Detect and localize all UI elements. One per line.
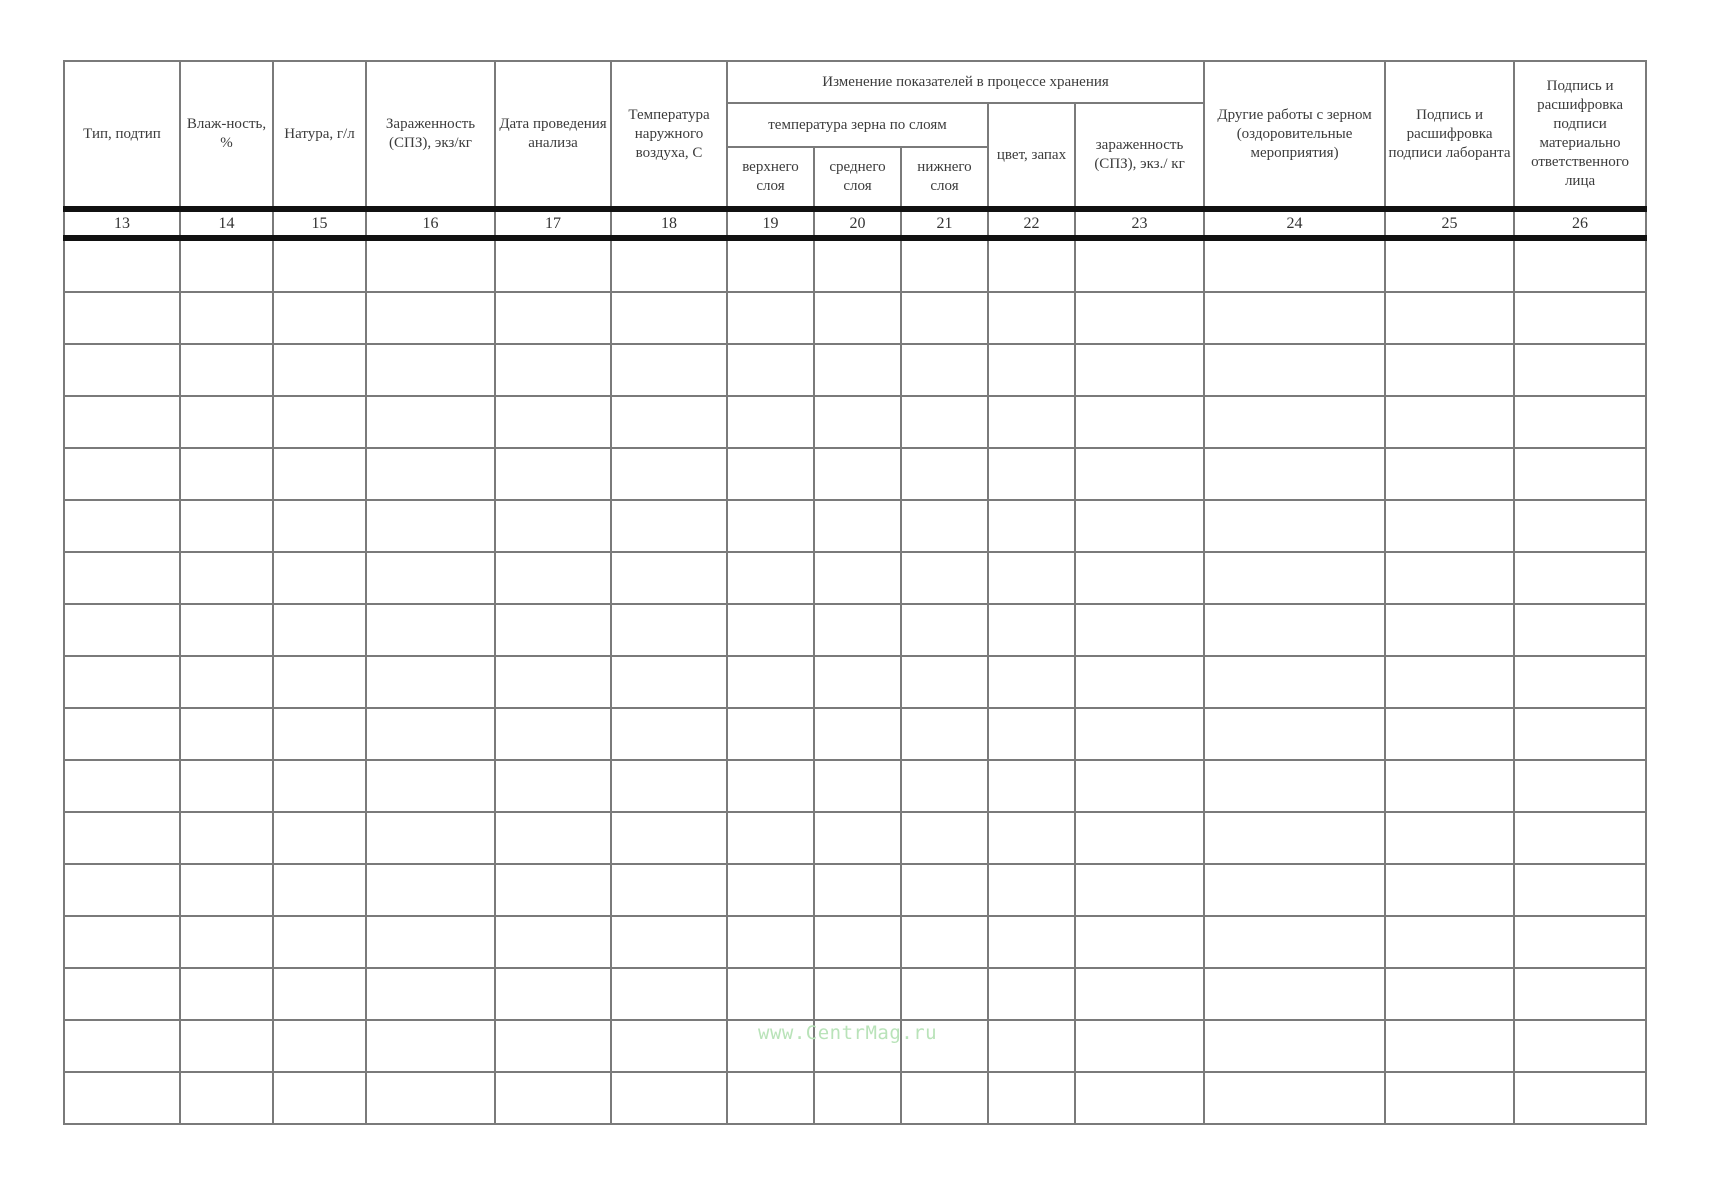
table-cell[interactable] bbox=[727, 292, 814, 344]
column-number: 14 bbox=[180, 209, 273, 238]
table-cell[interactable] bbox=[180, 448, 273, 500]
header-other-works: Другие работы с зерном (оздоровительные мероприятия) bbox=[1204, 61, 1385, 209]
table-cell[interactable] bbox=[495, 1020, 611, 1072]
column-number: 20 bbox=[814, 209, 901, 238]
table-cell[interactable] bbox=[64, 396, 180, 448]
table-cell[interactable] bbox=[988, 396, 1075, 448]
table-cell[interactable] bbox=[273, 344, 366, 396]
table-cell[interactable] bbox=[988, 1072, 1075, 1124]
table-cell[interactable] bbox=[901, 344, 988, 396]
table-cell[interactable] bbox=[611, 656, 727, 708]
table-cell[interactable] bbox=[814, 500, 901, 552]
column-number: 17 bbox=[495, 209, 611, 238]
table-cell[interactable] bbox=[180, 864, 273, 916]
table-cell[interactable] bbox=[1385, 396, 1514, 448]
table-cell[interactable] bbox=[180, 656, 273, 708]
table-cell[interactable] bbox=[901, 238, 988, 292]
table-cell[interactable] bbox=[1204, 708, 1385, 760]
column-number: 23 bbox=[1075, 209, 1204, 238]
table-cell[interactable] bbox=[495, 344, 611, 396]
table-cell[interactable] bbox=[1075, 812, 1204, 864]
table-cell[interactable] bbox=[1075, 604, 1204, 656]
table-cell[interactable] bbox=[366, 448, 495, 500]
table-cell[interactable] bbox=[1514, 604, 1646, 656]
table-cell[interactable] bbox=[366, 500, 495, 552]
table-row bbox=[64, 656, 1646, 708]
table-cell[interactable] bbox=[495, 292, 611, 344]
grain-storage-journal-table bbox=[63, 60, 1647, 1125]
table-cell[interactable] bbox=[366, 656, 495, 708]
table-cell[interactable] bbox=[611, 448, 727, 500]
table-cell[interactable] bbox=[273, 968, 366, 1020]
table-cell[interactable] bbox=[814, 552, 901, 604]
table-cell[interactable] bbox=[611, 344, 727, 396]
table-cell[interactable] bbox=[366, 344, 495, 396]
table-cell[interactable] bbox=[64, 968, 180, 1020]
table-cell[interactable] bbox=[988, 812, 1075, 864]
table-cell[interactable] bbox=[495, 396, 611, 448]
table-row bbox=[64, 968, 1646, 1020]
table-cell[interactable] bbox=[180, 1072, 273, 1124]
table-cell[interactable] bbox=[366, 292, 495, 344]
table-cell[interactable] bbox=[988, 1020, 1075, 1072]
table-cell[interactable] bbox=[1514, 344, 1646, 396]
table-cell[interactable] bbox=[727, 500, 814, 552]
table-cell[interactable] bbox=[988, 708, 1075, 760]
header-outdoor-temperature: Температура наружного воздуха, С bbox=[611, 61, 727, 209]
table-cell[interactable] bbox=[901, 968, 988, 1020]
table-row bbox=[64, 448, 1646, 500]
table-cell[interactable] bbox=[1514, 656, 1646, 708]
table-cell[interactable] bbox=[727, 238, 814, 292]
table-cell[interactable] bbox=[1204, 238, 1385, 292]
table-cell[interactable] bbox=[366, 968, 495, 1020]
table-cell[interactable] bbox=[495, 604, 611, 656]
table-cell[interactable] bbox=[1075, 864, 1204, 916]
table-row bbox=[64, 292, 1646, 344]
table-cell[interactable] bbox=[727, 864, 814, 916]
table-cell[interactable] bbox=[814, 656, 901, 708]
table-cell[interactable] bbox=[1075, 656, 1204, 708]
table-cell[interactable] bbox=[495, 760, 611, 812]
table-cell[interactable] bbox=[1514, 292, 1646, 344]
table-cell[interactable] bbox=[988, 344, 1075, 396]
table-cell[interactable] bbox=[814, 344, 901, 396]
table-cell[interactable] bbox=[988, 968, 1075, 1020]
table-cell[interactable] bbox=[1514, 238, 1646, 292]
table-row bbox=[64, 1072, 1646, 1124]
table-cell[interactable] bbox=[611, 1020, 727, 1072]
table-cell[interactable] bbox=[611, 708, 727, 760]
table-cell[interactable] bbox=[901, 656, 988, 708]
table-cell[interactable] bbox=[1385, 448, 1514, 500]
table-cell[interactable] bbox=[988, 916, 1075, 968]
column-number: 19 bbox=[727, 209, 814, 238]
header-storage-infestation: зараженность (СПЗ), экз./ кг bbox=[1075, 103, 1204, 209]
table-cell[interactable] bbox=[901, 708, 988, 760]
table-cell[interactable] bbox=[611, 500, 727, 552]
table-cell[interactable] bbox=[1075, 968, 1204, 1020]
table-cell[interactable] bbox=[814, 968, 901, 1020]
table-cell[interactable] bbox=[727, 916, 814, 968]
table-cell[interactable] bbox=[1385, 1020, 1514, 1072]
table-cell[interactable] bbox=[180, 292, 273, 344]
table-cell[interactable] bbox=[1514, 708, 1646, 760]
table-cell[interactable] bbox=[814, 708, 901, 760]
table-cell[interactable] bbox=[901, 292, 988, 344]
table-cell[interactable] bbox=[366, 708, 495, 760]
table-cell[interactable] bbox=[1514, 864, 1646, 916]
table-cell[interactable] bbox=[1385, 604, 1514, 656]
table-cell[interactable] bbox=[1514, 760, 1646, 812]
table-cell[interactable] bbox=[727, 448, 814, 500]
table-cell[interactable] bbox=[64, 708, 180, 760]
table-cell[interactable] bbox=[988, 500, 1075, 552]
header-grain-temperature-subgroup: температура зерна по слоям bbox=[727, 103, 988, 147]
table-cell[interactable] bbox=[366, 552, 495, 604]
table-cell[interactable] bbox=[1075, 1072, 1204, 1124]
table-cell[interactable] bbox=[273, 916, 366, 968]
table-cell[interactable] bbox=[611, 1072, 727, 1124]
column-number: 18 bbox=[611, 209, 727, 238]
table-cell[interactable] bbox=[1514, 916, 1646, 968]
table-cell[interactable] bbox=[901, 448, 988, 500]
table-cell[interactable] bbox=[1385, 656, 1514, 708]
column-number: 25 bbox=[1385, 209, 1514, 238]
table-cell[interactable] bbox=[901, 916, 988, 968]
header-storage-changes-group: Изменение показателей в процессе хранения bbox=[727, 61, 1204, 103]
table-cell[interactable] bbox=[1204, 448, 1385, 500]
table-cell[interactable] bbox=[180, 708, 273, 760]
table-cell[interactable] bbox=[1385, 864, 1514, 916]
table-cell[interactable] bbox=[1204, 656, 1385, 708]
table-cell[interactable] bbox=[988, 864, 1075, 916]
table-row bbox=[64, 238, 1646, 292]
table-cell[interactable] bbox=[814, 448, 901, 500]
table-cell[interactable] bbox=[273, 864, 366, 916]
table-cell[interactable] bbox=[1514, 812, 1646, 864]
table-cell[interactable] bbox=[180, 916, 273, 968]
table-cell[interactable] bbox=[727, 1072, 814, 1124]
table-cell[interactable] bbox=[611, 552, 727, 604]
table-row bbox=[64, 916, 1646, 968]
table-cell[interactable] bbox=[611, 396, 727, 448]
table-cell[interactable] bbox=[1204, 1072, 1385, 1124]
table-cell[interactable] bbox=[1204, 292, 1385, 344]
table-cell[interactable] bbox=[64, 552, 180, 604]
table-cell[interactable] bbox=[1075, 292, 1204, 344]
table-cell[interactable] bbox=[366, 1072, 495, 1124]
table-cell[interactable] bbox=[988, 656, 1075, 708]
table-cell[interactable] bbox=[988, 292, 1075, 344]
table-row bbox=[64, 864, 1646, 916]
table-cell[interactable] bbox=[273, 708, 366, 760]
table-cell[interactable] bbox=[180, 968, 273, 1020]
table-cell[interactable] bbox=[180, 760, 273, 812]
table-cell[interactable] bbox=[180, 604, 273, 656]
table-cell[interactable] bbox=[495, 1072, 611, 1124]
table-cell[interactable] bbox=[1075, 760, 1204, 812]
table-cell[interactable] bbox=[1075, 448, 1204, 500]
table-cell[interactable] bbox=[64, 812, 180, 864]
table-cell[interactable] bbox=[1385, 708, 1514, 760]
column-number: 16 bbox=[366, 209, 495, 238]
table-cell[interactable] bbox=[180, 552, 273, 604]
table-cell[interactable] bbox=[814, 1072, 901, 1124]
table-cell[interactable] bbox=[273, 604, 366, 656]
table-row bbox=[64, 344, 1646, 396]
header-responsible-signature: Подпись и расшифровка подписи материально ответственного лица bbox=[1514, 61, 1646, 209]
table-cell[interactable] bbox=[1385, 760, 1514, 812]
table-cell[interactable] bbox=[814, 760, 901, 812]
table-cell[interactable] bbox=[64, 500, 180, 552]
table-cell[interactable] bbox=[1075, 344, 1204, 396]
table-cell[interactable] bbox=[611, 604, 727, 656]
table-cell[interactable] bbox=[611, 760, 727, 812]
table-cell[interactable] bbox=[988, 552, 1075, 604]
table-cell[interactable] bbox=[495, 708, 611, 760]
table-row bbox=[64, 604, 1646, 656]
table-cell[interactable] bbox=[180, 238, 273, 292]
table-cell[interactable] bbox=[901, 864, 988, 916]
table-cell[interactable] bbox=[273, 396, 366, 448]
table-cell[interactable] bbox=[366, 864, 495, 916]
table-cell[interactable] bbox=[495, 500, 611, 552]
table-cell[interactable] bbox=[495, 238, 611, 292]
table-cell[interactable] bbox=[1204, 760, 1385, 812]
header-analysis-date: Дата проведения анализа bbox=[495, 61, 611, 209]
table-cell[interactable] bbox=[814, 396, 901, 448]
table-cell[interactable] bbox=[1385, 552, 1514, 604]
table-cell[interactable] bbox=[727, 708, 814, 760]
table-cell[interactable] bbox=[64, 604, 180, 656]
column-number-row bbox=[64, 209, 1646, 238]
table-cell[interactable] bbox=[611, 864, 727, 916]
column-number: 13 bbox=[64, 209, 180, 238]
table-cell[interactable] bbox=[611, 292, 727, 344]
table-cell[interactable] bbox=[273, 1072, 366, 1124]
table-cell[interactable] bbox=[1204, 1020, 1385, 1072]
table-cell[interactable] bbox=[180, 500, 273, 552]
table-cell[interactable] bbox=[1514, 448, 1646, 500]
column-number: 24 bbox=[1204, 209, 1385, 238]
table-cell[interactable] bbox=[1075, 708, 1204, 760]
table-cell[interactable] bbox=[611, 916, 727, 968]
table-cell[interactable] bbox=[814, 864, 901, 916]
table-cell[interactable] bbox=[366, 812, 495, 864]
header-moisture: Влаж-ность, % bbox=[180, 61, 273, 209]
table-cell[interactable] bbox=[814, 292, 901, 344]
table-cell[interactable] bbox=[1385, 916, 1514, 968]
table-row bbox=[64, 760, 1646, 812]
table-cell[interactable] bbox=[901, 396, 988, 448]
column-number: 21 bbox=[901, 209, 988, 238]
table-cell[interactable] bbox=[1075, 500, 1204, 552]
table-cell[interactable] bbox=[1204, 344, 1385, 396]
table-cell[interactable] bbox=[64, 238, 180, 292]
table-cell[interactable] bbox=[988, 604, 1075, 656]
table-cell[interactable] bbox=[366, 604, 495, 656]
table-cell[interactable] bbox=[1385, 1072, 1514, 1124]
table-cell[interactable] bbox=[727, 812, 814, 864]
table-cell[interactable] bbox=[1385, 238, 1514, 292]
column-number: 15 bbox=[273, 209, 366, 238]
table-cell[interactable] bbox=[64, 656, 180, 708]
table-cell[interactable] bbox=[1385, 344, 1514, 396]
table-cell[interactable] bbox=[901, 604, 988, 656]
table-cell[interactable] bbox=[273, 1020, 366, 1072]
table-cell[interactable] bbox=[988, 238, 1075, 292]
table-cell[interactable] bbox=[727, 344, 814, 396]
table-cell[interactable] bbox=[366, 760, 495, 812]
table-cell[interactable] bbox=[180, 396, 273, 448]
table-cell[interactable] bbox=[495, 864, 611, 916]
table-cell[interactable] bbox=[64, 1020, 180, 1072]
table-cell[interactable] bbox=[988, 448, 1075, 500]
table-cell[interactable] bbox=[1075, 238, 1204, 292]
table-cell[interactable] bbox=[273, 448, 366, 500]
table-cell[interactable] bbox=[727, 656, 814, 708]
table-cell[interactable] bbox=[1204, 864, 1385, 916]
table-row bbox=[64, 552, 1646, 604]
table-cell[interactable] bbox=[901, 760, 988, 812]
table-cell[interactable] bbox=[727, 396, 814, 448]
table-cell[interactable] bbox=[495, 656, 611, 708]
table-cell[interactable] bbox=[180, 344, 273, 396]
table-cell[interactable] bbox=[727, 552, 814, 604]
table-cell[interactable] bbox=[1204, 812, 1385, 864]
column-number: 22 bbox=[988, 209, 1075, 238]
table-cell[interactable] bbox=[273, 812, 366, 864]
table-cell[interactable] bbox=[901, 552, 988, 604]
table-cell[interactable] bbox=[814, 604, 901, 656]
table-cell[interactable] bbox=[495, 812, 611, 864]
table-cell[interactable] bbox=[366, 916, 495, 968]
table-cell[interactable] bbox=[1514, 500, 1646, 552]
table-cell[interactable] bbox=[901, 500, 988, 552]
table-header bbox=[64, 61, 1646, 209]
header-color-smell: цвет, запах bbox=[988, 103, 1075, 209]
header-type: Тип, подтип bbox=[64, 61, 180, 209]
table-cell[interactable] bbox=[1204, 916, 1385, 968]
header-infestation: Зараженность (СПЗ), экз/кг bbox=[366, 61, 495, 209]
table-cell[interactable] bbox=[1385, 500, 1514, 552]
table-cell[interactable] bbox=[1514, 1020, 1646, 1072]
table-cell[interactable] bbox=[1204, 396, 1385, 448]
table-cell[interactable] bbox=[988, 760, 1075, 812]
table-cell[interactable] bbox=[901, 1072, 988, 1124]
table-row bbox=[64, 500, 1646, 552]
table-cell[interactable] bbox=[611, 238, 727, 292]
table-cell[interactable] bbox=[901, 812, 988, 864]
header-natura: Натура, г/л bbox=[273, 61, 366, 209]
table-cell[interactable] bbox=[1514, 552, 1646, 604]
table-body bbox=[64, 209, 1646, 1124]
table-cell[interactable] bbox=[1385, 292, 1514, 344]
header-lab-signature: Подпись и расшифровка подписи лаборанта bbox=[1385, 61, 1514, 209]
table-cell[interactable] bbox=[366, 1020, 495, 1072]
watermark: www.CentrMag.ru bbox=[758, 1022, 938, 1044]
table-cell[interactable] bbox=[611, 968, 727, 1020]
table-cell[interactable] bbox=[495, 448, 611, 500]
table-cell[interactable] bbox=[727, 604, 814, 656]
header-middle-layer: среднего слоя bbox=[814, 147, 901, 209]
table-cell[interactable] bbox=[366, 238, 495, 292]
table-cell[interactable] bbox=[814, 238, 901, 292]
table-cell[interactable] bbox=[273, 656, 366, 708]
table-cell[interactable] bbox=[64, 292, 180, 344]
table-cell[interactable] bbox=[273, 552, 366, 604]
header-upper-layer: верхнего слоя bbox=[727, 147, 814, 209]
table-cell[interactable] bbox=[1514, 968, 1646, 1020]
table-cell[interactable] bbox=[64, 760, 180, 812]
table-cell[interactable] bbox=[64, 1072, 180, 1124]
table-row bbox=[64, 396, 1646, 448]
table-cell[interactable] bbox=[273, 500, 366, 552]
table-cell[interactable] bbox=[1204, 500, 1385, 552]
table-cell[interactable] bbox=[495, 552, 611, 604]
table-cell[interactable] bbox=[64, 344, 180, 396]
table-cell[interactable] bbox=[727, 968, 814, 1020]
table-cell[interactable] bbox=[180, 1020, 273, 1072]
table-cell[interactable] bbox=[366, 396, 495, 448]
table-cell[interactable] bbox=[1204, 604, 1385, 656]
table-cell[interactable] bbox=[1514, 396, 1646, 448]
table-row bbox=[64, 708, 1646, 760]
table-cell[interactable] bbox=[64, 448, 180, 500]
table-cell[interactable] bbox=[1385, 812, 1514, 864]
table-cell[interactable] bbox=[1075, 552, 1204, 604]
table-cell[interactable] bbox=[814, 812, 901, 864]
table-cell[interactable] bbox=[1514, 1072, 1646, 1124]
table-cell[interactable] bbox=[1075, 916, 1204, 968]
table-cell[interactable] bbox=[1075, 396, 1204, 448]
header-lower-layer: нижнего слоя bbox=[901, 147, 988, 209]
table-cell[interactable] bbox=[611, 812, 727, 864]
table-cell[interactable] bbox=[273, 760, 366, 812]
table-cell[interactable] bbox=[1204, 968, 1385, 1020]
table-cell[interactable] bbox=[727, 760, 814, 812]
table-cell[interactable] bbox=[1075, 1020, 1204, 1072]
table-cell[interactable] bbox=[273, 292, 366, 344]
table-cell[interactable] bbox=[64, 864, 180, 916]
table-cell[interactable] bbox=[1385, 968, 1514, 1020]
table-cell[interactable] bbox=[64, 916, 180, 968]
table-cell[interactable] bbox=[495, 968, 611, 1020]
table-cell[interactable] bbox=[273, 238, 366, 292]
table-cell[interactable] bbox=[814, 916, 901, 968]
table-row bbox=[64, 812, 1646, 864]
table-cell[interactable] bbox=[495, 916, 611, 968]
column-number: 26 bbox=[1514, 209, 1646, 238]
table-cell[interactable] bbox=[1204, 552, 1385, 604]
table-cell[interactable] bbox=[180, 812, 273, 864]
